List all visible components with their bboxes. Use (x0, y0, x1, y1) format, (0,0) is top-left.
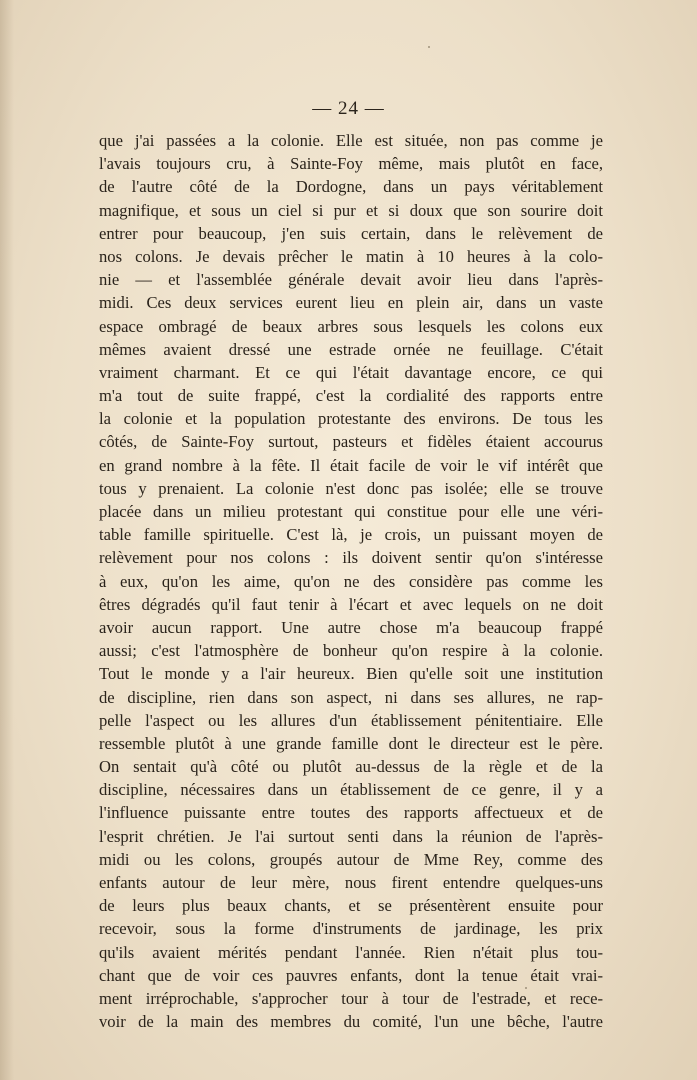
paper-speck (525, 987, 527, 989)
text-line: midi ou les colons, groupés autour de Mme Rey, comme des (99, 849, 603, 869)
text-line: enfants autour de leur mère, nous firent entendre quelques-uns (99, 873, 603, 892)
text-line: magnifique, et sous un ciel si pur et si doux que son sourire doit (99, 200, 603, 220)
text-line: que j'ai passées a la colonie. Elle est située, non pas comme je (99, 131, 603, 150)
text-line: recevoir, sous la forme d'instruments de jardinage, les prix (99, 919, 603, 939)
text-line: placée dans un milieu protestant qui constitue pour elle une véri- (99, 502, 603, 521)
text-line: espace ombragé de beaux arbres sous lesquels les colons eux (99, 316, 603, 336)
text-line: table famille spirituelle. C'est là, je crois, un puissant moyen de (99, 525, 603, 545)
text-line: en grand nombre à la fête. Il était facile de voir le vif intérêt que (99, 455, 603, 475)
page-number: — 24 — (312, 98, 385, 119)
text-line: l'influence puissante entre toutes des rapports affectueux et de (99, 803, 603, 823)
text-line: à eux, qu'on les aime, qu'on ne des considère pas comme les (99, 571, 603, 591)
text-line: midi. Ces deux services eurent lieu en plein air, dans un vaste (99, 293, 603, 313)
text-line: On sentait qu'à côté ou plutôt au-dessus de la règle et de la (99, 757, 603, 777)
text-line: nos colons. Je devais prêcher le matin à 10 heures à la colo- (99, 246, 603, 266)
text-line: pelle l'aspect ou les allures d'un établissement pénitentiaire. Elle (99, 710, 603, 730)
text-line: chant que de voir ces pauvres enfants, dont la tenue était vrai- (99, 965, 603, 985)
text-line: l'esprit chrétien. Je l'ai surtout senti dans la réunion de l'après- (99, 826, 603, 846)
text-line: voir de la main des membres du comité, l'un une bêche, l'autre (99, 1012, 603, 1032)
text-line: l'avais toujours cru, à Sainte-Foy même, mais plutôt en face, (99, 154, 603, 174)
text-line: côtés, de Sainte-Foy surtout, pasteurs et fidèles étaient accourus (99, 432, 603, 452)
paper-speck (428, 46, 430, 48)
text-line: ment irréprochable, s'approcher tour à tour de l'estrade, et rece- (99, 988, 603, 1008)
text-line: nie — et l'assemblée générale devait avoir lieu dans l'après- (99, 270, 603, 290)
text-line: êtres dégradés qu'il faut tenir à l'écart et avec lequels on ne doit (99, 594, 603, 614)
text-line: Tout le monde y a l'air heureux. Bien qu'elle soit une institution (99, 664, 603, 684)
text-line: de leurs plus beaux chants, et se présentèrent ensuite pour (99, 896, 603, 916)
text-line: tous y prenaient. La colonie n'est donc pas isolée; elle se trouve (99, 478, 603, 498)
text-line: mêmes avaient dressé une estrade ornée ne feuillage. C'était (99, 339, 603, 359)
text-line: ressemble plutôt à une grande famille dont le directeur est le père. (99, 733, 603, 753)
body-text (99, 129, 603, 1033)
text-line: vraiment charmant. Et ce qui l'était davantage encore, ce qui (99, 362, 603, 382)
text-line: la colonie et la population protestante des environs. De tous les (99, 409, 603, 429)
text-line: avoir aucun rapport. Une autre chose m'a beaucoup frappé (99, 617, 603, 637)
text-line: de discipline, rien dans son aspect, ni dans ses allures, ne rap- (99, 687, 603, 707)
text-line: de l'autre côté de la Dordogne, dans un pays véritablement (99, 177, 603, 197)
text-line: entrer pour beaucoup, j'en suis certain, dans le relèvement de (99, 223, 603, 243)
text-line: m'a tout de suite frappé, c'est la cordialité des rapports entre (99, 386, 603, 406)
text-line: aussi; c'est l'atmosphère de bonheur qu'on respire à la colonie. (99, 641, 603, 661)
text-line: qu'ils avaient mérités pendant l'année. Rien n'était plus tou- (99, 942, 603, 962)
text-line: relèvement pour nos colons : ils doivent sentir qu'on s'intéresse (99, 548, 603, 568)
text-line: discipline, nécessaires dans un établissement de ce genre, il y a (99, 780, 603, 800)
page-edge-shadow (0, 0, 14, 1080)
